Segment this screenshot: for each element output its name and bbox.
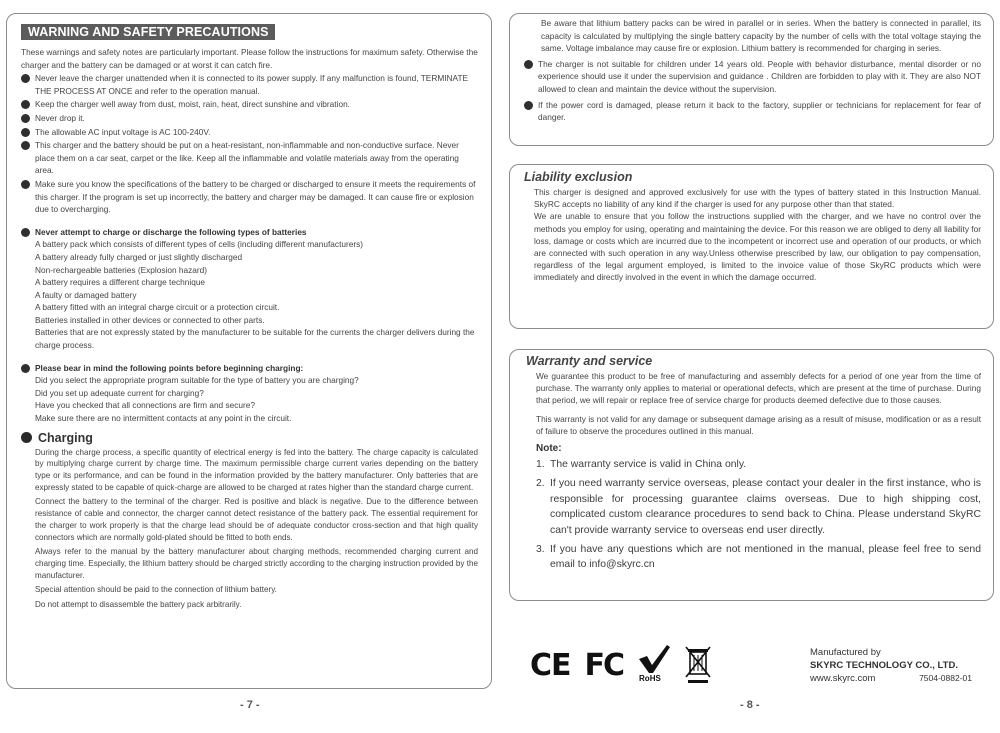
never-title: Never attempt to charge or discharge the following types of batteries: [35, 226, 307, 237]
rohs-check-icon: [637, 643, 671, 675]
p8-bullet: [524, 99, 981, 124]
liability-paragraph: We are unable to ensure that you follow the instructions supplied with the charger, and we have no control over the methods you employ for using, operating and maintaining the device. For this reason we are obliged to deny all liability for loss, damage or costs which are incurred due to the incompetent or incorrect use and operation of our products, or which are connected with such operation in any way.Unless otherwise prescribed by law, our obligation to pay compensation, regardless of the legal argument employed, is limited to the invoice value of those SkyRC products which were immediately and directly involved in the event in which the damage occurred.: [534, 211, 981, 283]
charging-title: Charging: [38, 430, 93, 445]
never-item: A battery pack which consists of different types of cells (including different manufacturers): [35, 239, 364, 250]
p8-bullet: [524, 58, 981, 96]
note-item: [536, 457, 981, 472]
charging-body: [21, 447, 478, 611]
warranty-panel: [509, 349, 994, 601]
ce-logo: CE: [530, 647, 571, 683]
note-item: [536, 542, 981, 573]
never-item: A battery fitted with an integral charge circuit or a protection circuit.: [35, 302, 280, 313]
safety-bullet: [21, 126, 478, 139]
bear-list: [21, 374, 478, 424]
rohs-logo: [637, 643, 671, 687]
intro-text: These warnings and safety notes are particularly important. Please follow the instructions for maximum safety. Otherwise the charger and the battery can be damaged or at worst it can catch fire.: [21, 47, 478, 70]
section-title: WARNING AND SAFETY PRECAUTIONS: [21, 24, 275, 40]
note-number: 1.: [536, 459, 545, 471]
manufactured-by-label: Manufactured by: [810, 647, 881, 658]
continued-safety-panel: [509, 13, 994, 146]
rohs-text: RoHS: [639, 674, 661, 683]
page-number-7: - 7 -: [240, 699, 260, 711]
certification-logos: [530, 640, 711, 690]
never-heading: [21, 226, 478, 239]
warranty-paragraph: This warranty is not valid for any damage or subsequent damage arising as a result of misuse, modification or as a result of failure to observe the procedures outlined in this manual.: [536, 413, 981, 436]
charging-paragraph: Do not attempt to disassemble the battery pack arbitrarily.: [35, 600, 242, 610]
charging-heading: [21, 431, 478, 445]
bullet-icon: [21, 74, 30, 83]
fc-logo: FC: [584, 647, 624, 683]
note-item: [536, 476, 981, 538]
safety-bullet-text: Never drop it.: [35, 112, 85, 123]
warranty-body: [526, 370, 981, 437]
p8-bullet-text: The charger is not suitable for children under 14 years old. People with behavior disturbance, mental disorder or no experience should use it under the supervision and guidance . Children are forbidden to play with it. They are also NOT allowed to clean and maintain the device without the supervision.: [538, 58, 981, 94]
never-item: A battery already fully charged or just slightly discharged: [35, 251, 243, 262]
website-text: www.skyrc.com: [810, 673, 876, 684]
bullet-icon: [21, 364, 30, 373]
manufacturer-block: [810, 646, 972, 685]
page-number-8: - 8 -: [740, 699, 760, 711]
never-item: Batteries installed in other devices or connected to other parts.: [35, 314, 265, 325]
note-number: 3.: [536, 544, 545, 556]
bullet-icon: [21, 228, 30, 237]
bear-item: Did you select the appropriate program suitable for the type of battery you are charging?: [35, 375, 359, 386]
safety-bullet-text: The allowable AC input voltage is AC 100-240V.: [35, 126, 211, 137]
note-title: Note:: [536, 443, 562, 455]
safety-bullet: [21, 112, 478, 125]
charging-paragraph: Special attention should be paid to the connection of lithium battery.: [35, 585, 277, 595]
safety-bullet-text: Keep the charger well away from dust, moist, rain, heat, direct sunshine and vibration.: [35, 99, 350, 110]
bullet-icon: [21, 114, 30, 123]
note-text: The warranty service is valid in China only.: [550, 459, 747, 471]
safety-bullet-text: Make sure you know the specifications of the battery to be charged or discharged to ensure it meets the requirements of this charger. If the program is set up incorrectly, the battery and charger may be damaged. It can cause fire or explosion due to overcharging.: [35, 178, 476, 215]
safety-bullet: [21, 98, 478, 111]
liability-paragraph: This charger is designed and approved exclusively for use with the types of battery stated in this Instruction Manual. SkyRC accepts no liability of any kind if the charger is used for any purpose other than that stated.: [534, 187, 981, 210]
bullet-icon: [21, 432, 32, 443]
bear-item: Did you set up adequate current for charging?: [35, 387, 204, 398]
warning-safety-panel: [6, 13, 492, 689]
charging-paragraph: During the charge process, a specific quantity of electrical energy is fed into the battery. The charge capacity is calculated by multiplying charge current by charge time. The maximum permissible charge current varies depending on the battery type or its performance, and can be found in the information provided by the battery manufacturer. Only batteries that are expressly stated to be capable of quick-charge are allowed to be charged at rates higher than the standard charge current.: [35, 447, 478, 492]
note-number: 2.: [536, 478, 545, 490]
company-name: SKYRC TECHNOLOGY CO., LTD.: [810, 660, 958, 671]
never-item: Non-rechargeable batteries (Explosion hazard): [35, 264, 208, 275]
liability-body: [524, 186, 981, 284]
note-text: If you have any questions which are not mentioned in the manual, please feel free to send email to info@skyrc.cn: [550, 544, 981, 571]
never-list: [21, 238, 478, 351]
note-list: [536, 457, 981, 573]
safety-bullet: [21, 72, 478, 97]
safety-bullet: [21, 139, 478, 177]
safety-bullet: [21, 178, 478, 216]
weee-bin-icon: [685, 645, 711, 685]
warranty-paragraph: We guarantee this product to be free of manufacturing and assembly defects for a period of one year from the time of purchase. The warranty only applies to material or operational defects, which are present at the time of purchase. During that period, we will repair or replace free of service charge for products deemed defective due to those causes.: [536, 371, 981, 406]
never-item: Batteries that are not expressly stated by the manufacturer to be suitable for the currents the charger delivers during the charge process.: [35, 327, 475, 351]
continued-paragraph: Be aware that lithium battery packs can be wired in parallel or in series. When the battery is connected in parallel, its capacity is calculated by multiplying the single battery capacity by the number of cells with the total voltage staying the same. Voltage imbalance may cause fire or explosion. Lithium battery is recommended for charging in series.: [541, 18, 981, 54]
note-text: If you need warranty service overseas, please contact your dealer in the first instance, who is responsible for processing guarantee claims overseas. Due to high shipping cost, complicated custom clearance procedures to send back to China. Please understand SkyRC can't provide warranty service to overseas end user directly.: [550, 478, 981, 536]
bear-heading: [21, 362, 478, 375]
bear-title: Please bear in mind the following points before beginning charging:: [35, 362, 304, 373]
p8-bullet-text: If the power cord is damaged, please return it back to the factory, supplier or technicians for replacement for fear of danger.: [538, 99, 981, 123]
document-code: 7504-0882-01: [919, 673, 972, 683]
liability-title: Liability exclusion: [524, 170, 633, 184]
bullet-icon: [524, 101, 533, 110]
safety-bullet-text: Never leave the charger unattended when it is connected to its power supply. If any malfunction is found, TERMINATE THE PROCESS AT ONCE and refer to the operation manual.: [35, 73, 469, 96]
never-item: A faulty or damaged battery: [35, 289, 137, 300]
charging-paragraph: Always refer to the manual by the battery manufacturer about charging methods, recommended charging current and charging time. Especially, the lithium battery should be charged strictly according to the charging instruction provided by the manufacturer.: [35, 547, 478, 580]
safety-bullet-text: This charger and the battery should be put on a heat-resistant, non-inflammable and non-conductive surface. Never place them on a car seat, carpet or the like. Keep all the inflammable and volatile materials away from the operating area.: [35, 140, 459, 176]
bullet-icon: [21, 128, 30, 137]
bullet-icon: [21, 180, 30, 189]
never-item: A battery requires a different charge technique: [35, 277, 206, 288]
bullet-icon: [21, 100, 30, 109]
bullet-icon: [21, 141, 30, 150]
p8-bullets: [524, 58, 981, 124]
safety-bullets: [21, 72, 478, 216]
charging-paragraph: Connect the battery to the terminal of the charger. Red is positive and black is negative. Due to the difference between resistance of cable and connector, the charger cannot detect resistance of the battery pack. The essential requirement for the charger to work properly is that the charge lead should be of adequate conductor cross-section and that high quality connectors which are normally gold-plated should be fitted to both ends.: [35, 497, 478, 542]
bear-item: Have you checked that all connections are firm and secure?: [35, 400, 255, 411]
liability-panel: [509, 164, 994, 329]
warranty-title: Warranty and service: [526, 354, 653, 368]
bullet-icon: [524, 60, 533, 69]
bear-item: Make sure there are no intermittent contacts at any point in the circuit.: [35, 413, 292, 424]
